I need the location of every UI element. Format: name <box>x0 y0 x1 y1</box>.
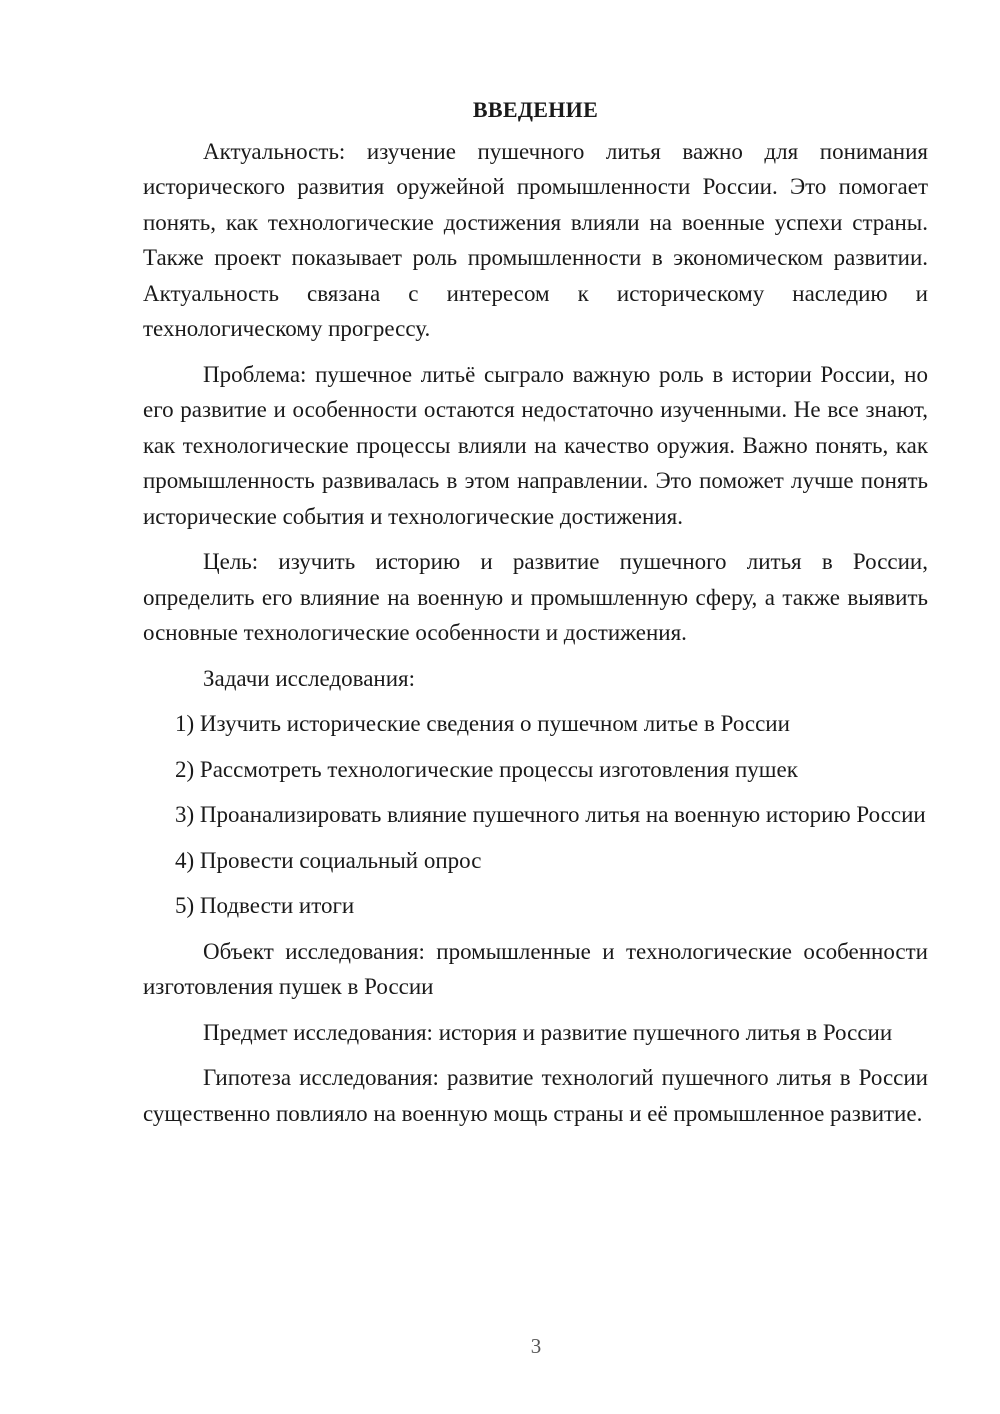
tasks-heading: Задачи исследования: <box>203 665 416 691</box>
hypothesis-paragraph: Гипотеза исследования: развитие технологий пушечного литья в России существенно повлияло на военную мощь страны и её промышленное развитие. <box>143 1065 928 1126</box>
task-item: 3) Проанализировать влияние пушечного литья на военную историю России <box>175 802 926 827</box>
problem-paragraph: Проблема: пушечное литьё сыграло важную роль в истории России, но его развитие и особенности остаются недостаточно изученными. Не все знают, как технологические процессы влияли на качество оружия. Важно понять, как промышленность развивалась в этом направлении. Это поможет лучше понять исторические события и технологические достижения. <box>143 361 928 529</box>
task-item: 1) Изучить исторические сведения о пушечном литье в России <box>175 711 790 736</box>
task-item: 4) Провести социальный опрос <box>175 847 482 873</box>
page-number: 3 <box>530 1334 542 1358</box>
document-page <box>143 92 928 1141</box>
task-item: 5) Подвести итоги <box>175 893 355 918</box>
subject-paragraph: Предмет исследования: история и развитие пушечного литья в России <box>203 1019 893 1045</box>
object-paragraph: Объект исследования: промышленные и технологические особенности изготовления пушек в России <box>143 938 928 999</box>
section-title: ВВЕДЕНИЕ <box>472 97 599 122</box>
goal-paragraph: Цель: изучить историю и развитие пушечного литья в России, определить его влияние на военную и промышленную сферу, а также выявить основные технологические особенности и достижения. <box>143 549 928 645</box>
relevance-paragraph: Актуальность: изучение пушечного литья важно для понимания исторического развития оружейной промышленности России. Это помогает понять, как технологические достижения влияли на военные успехи страны. Также проект показывает роль промышленности в экономическом развитии. Актуальность связана с интересом к историческому наследию и технологическому прогрессу. <box>143 138 928 341</box>
task-item: 2) Рассмотреть технологические процессы изготовления пушек <box>175 756 798 782</box>
